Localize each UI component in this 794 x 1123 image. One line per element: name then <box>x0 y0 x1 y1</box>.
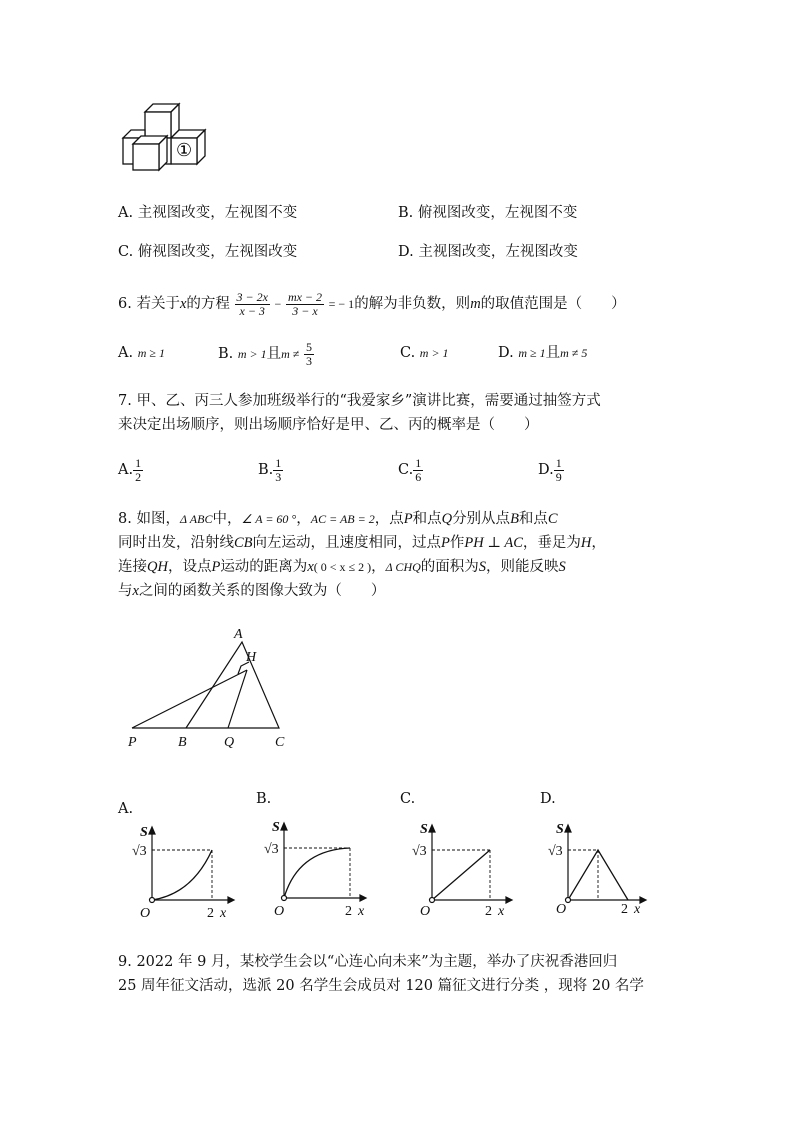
q7-option-a: A. $\frac{1}{2}$ <box>118 455 142 484</box>
label-q: Q <box>224 735 235 750</box>
label-c: C <box>275 735 285 750</box>
graph-d <box>548 818 654 918</box>
axis-two: 2 <box>207 906 214 921</box>
cube-figure <box>115 98 215 173</box>
axis-two: 2 <box>621 902 628 917</box>
q6-option-c: C. m > 1 <box>400 345 449 361</box>
q6-option-a: A. m ≥ 1 <box>118 345 165 361</box>
graph-c <box>410 818 516 918</box>
graph-option-a: A. <box>118 801 134 817</box>
q7-option-d: D. $\frac{1}{9}$ <box>538 455 562 484</box>
q5-option-c: C. 俯视图改变，左视图改变 <box>118 244 298 260</box>
axis-two: 2 <box>345 904 352 916</box>
axis-s: S <box>420 822 428 837</box>
q8-line-3: 连接QH，设点P运动的距离为x( 0 < x ≤ 2 )，Δ CHQ的面积为S，则能反映S <box>118 559 566 575</box>
label-h: H <box>246 650 257 665</box>
q6-option-d: D. m ≥ 1且m ≠ 5 <box>498 345 588 361</box>
q5-option-b: B. 俯视图改变，左视图不变 <box>398 205 578 221</box>
axis-sqrt3: √3 <box>132 844 147 859</box>
circle-label: ① <box>176 140 193 160</box>
axis-x: x <box>220 906 227 921</box>
q8-line-4: 与x之间的函数关系的图像大致为（ ） <box>118 583 386 599</box>
q8-line-1: 8. 如图，Δ ABC中，∠ A = 60 °，AC = AB = 2，点P和点Q分别从点B和点C <box>118 511 558 527</box>
axis-sqrt3: √3 <box>412 844 427 859</box>
axis-x: x <box>634 902 641 917</box>
axis-x: x <box>498 904 505 918</box>
q6-stem: 6. 若关于x的方程 $\frac{3 - 2x}{x - 3}$ − $\frac{mx - 2}{3 - x}$ = − 1的解为非负数，则m的取值范围是（ ） <box>118 289 626 318</box>
axis-s: S <box>140 825 148 840</box>
q9-line-1: 9. 2022 年 9 月，某校学生会以“心连心向未来”为主题，举办了庆祝香港回归 <box>118 954 618 970</box>
q8-line-2: 同时出发，沿射线CB向左运动，且速度相同，过点P作PH ⊥ AC，垂足为H， <box>118 535 606 551</box>
label-p: P <box>128 735 137 750</box>
graph-option-c: C. <box>400 791 416 807</box>
axis-o: O <box>274 904 285 916</box>
axis-o: O <box>420 904 431 918</box>
axis-o: O <box>556 902 567 917</box>
q6-option-b: B. m > 1且m ≠ $\frac{5}{3}$ <box>218 339 313 368</box>
q7-option-c: C. $\frac{1}{6}$ <box>398 455 422 484</box>
graph-option-d: D. <box>540 791 556 807</box>
axis-o: O <box>140 906 151 921</box>
graph-b <box>264 816 370 916</box>
q6-fraction-1: $\frac{3 - 2x}{x - 3}$ <box>236 289 268 318</box>
axis-sqrt3: √3 <box>264 842 279 857</box>
q5-option-a: A. 主视图改变，左视图不变 <box>118 205 298 221</box>
q9-line-2: 25 周年征文活动，选派 20 名学生会成员对 120 篇征文进行分类 ，现将 20 名学 <box>118 978 644 994</box>
q6-fraction-2: $\frac{mx - 2}{3 - x}$ <box>287 289 323 318</box>
q7-option-b: B. $\frac{1}{3}$ <box>258 455 282 484</box>
label-a: A <box>234 627 243 642</box>
axis-s: S <box>556 822 564 837</box>
graph-a <box>132 822 238 922</box>
q7-line-2: 来决定出场顺序，则出场顺序恰好是甲、乙、丙的概率是（ ） <box>118 417 539 433</box>
axis-sqrt3: √3 <box>548 844 563 859</box>
axis-two: 2 <box>485 904 492 918</box>
axis-s: S <box>272 820 280 835</box>
axis-x: x <box>358 904 365 916</box>
label-b: B <box>178 735 187 750</box>
triangle-figure <box>120 625 300 755</box>
q7-line-1: 7. 甲、乙、丙三人参加班级举行的“我爱家乡”演讲比赛，需要通过抽签方式 <box>118 393 601 409</box>
graph-option-b: B. <box>256 791 272 807</box>
q5-option-d: D. 主视图改变，左视图改变 <box>398 244 578 260</box>
